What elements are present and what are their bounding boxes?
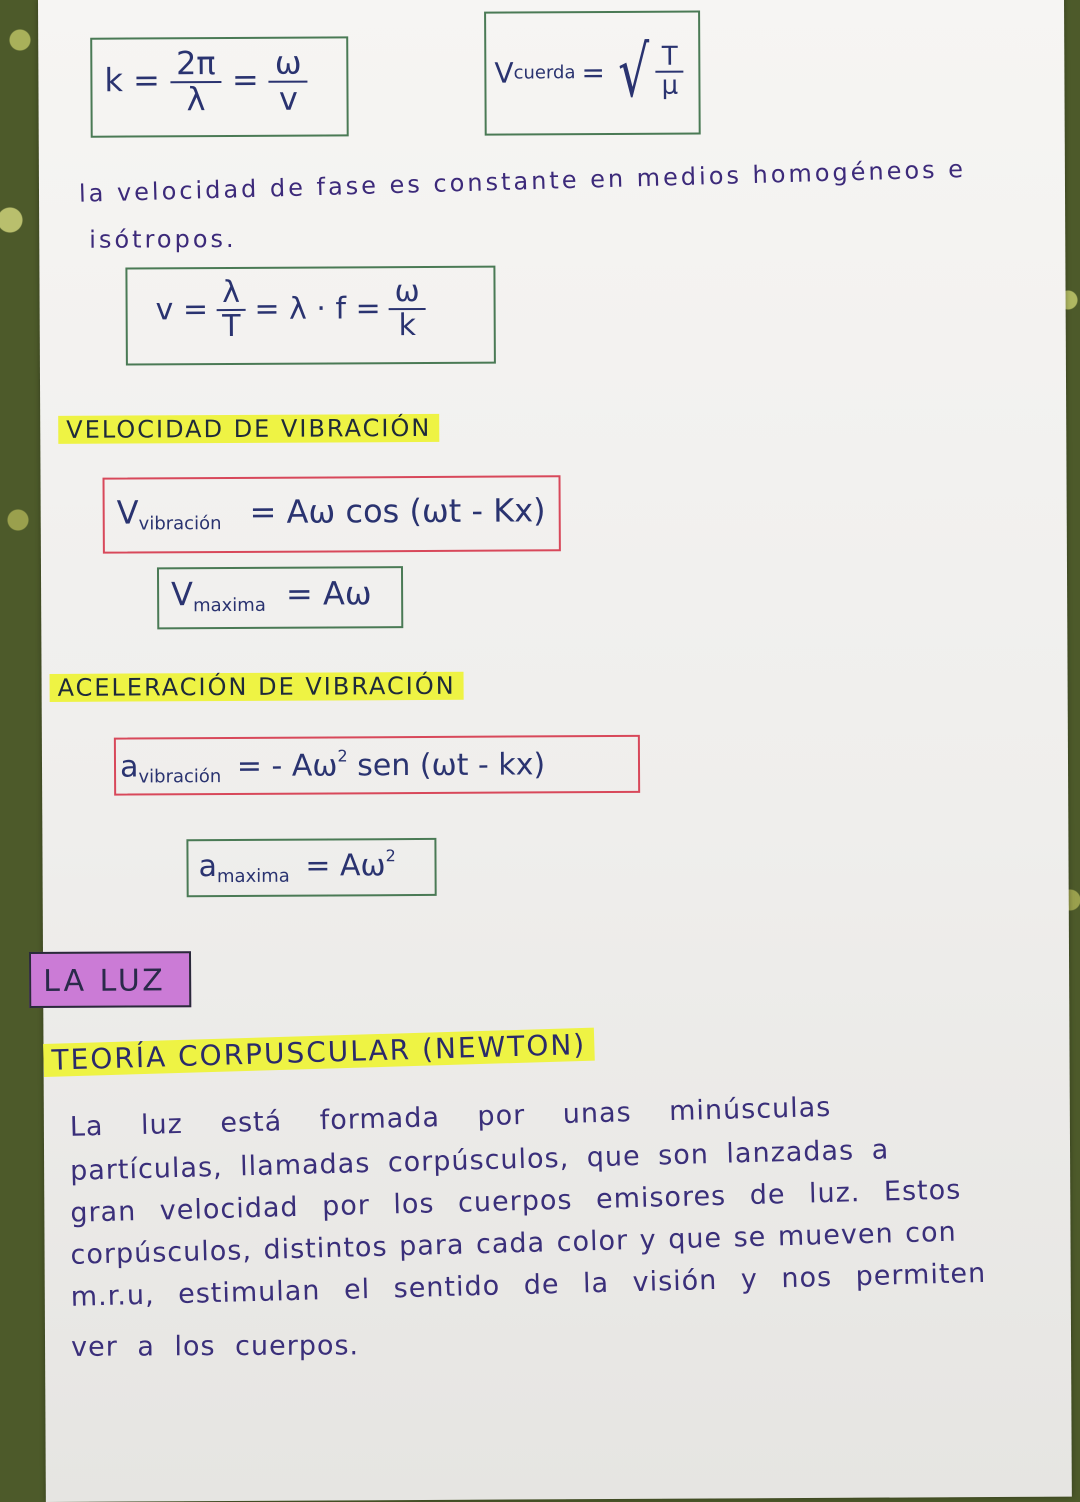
max-acceleration-formula: $a_{maxima} = A\omega^2$ [198, 846, 396, 888]
phase-velocity-note-line1: la velocidad de fase es constante en medios homogéneos e [78, 155, 967, 208]
string-velocity-formula: V cuerda = √ $\frac{T}{\mu}$ [494, 37, 684, 108]
paragraph-line-2: partículas, llamadas corpúsculos, que son lanzadas a [69, 1134, 890, 1187]
paragraph-line-4: corpúsculos, distintos para cada color y que se mueven con [70, 1216, 958, 1271]
phase-velocity-formula: v = $\frac{\lambda}{T}$ = λ · f = $\frac{\omega}{k}$ [155, 276, 426, 342]
paragraph-line-3: gran velocidad por los cuerpos emisores de luz. Estos [69, 1174, 962, 1229]
notebook-page [38, 0, 1072, 1502]
vibration-acceleration-formula: $a_{vibración}$ = - $A\omega^2$ sen (ωt - kx) [119, 746, 546, 788]
vibration-velocity-heading: VELOCIDAD DE VIBRACIÓN [58, 414, 439, 444]
vibration-acceleration-heading: ACELERACIÓN DE VIBRACIÓN [50, 672, 464, 702]
square-root: √ $\frac{T}{\mu}$ [611, 37, 685, 107]
vibration-velocity-formula: $V_{vibración} = A\omega$ cos (ωt - Kx) [116, 491, 546, 535]
paragraph-line-1: La luz está formada por unas minúsculas [69, 1091, 832, 1143]
k-lhs: k = [104, 60, 161, 100]
max-velocity-formula: $V_{maxima} = A\omega$ [171, 574, 372, 617]
phase-velocity-note-line2: isótropos. [89, 224, 237, 254]
omega-over-v: $\frac{\omega}{v}$ [269, 47, 308, 116]
paragraph-line-6: ver a los cuerpos. [70, 1330, 360, 1363]
wavenumber-formula: k = $\frac{2\pi}{\lambda}$ = $\frac{\omega}{v}$ [104, 47, 308, 117]
two-pi-over-lambda: $\frac{2\pi}{\lambda}$ [170, 47, 222, 116]
corpuscular-theory-heading: TEORÍA CORPUSCULAR (NEWTON) [43, 1028, 595, 1077]
light-section-title: LA LUZ [43, 963, 166, 999]
paragraph-line-5: m.r.u, estimulan el sentido de la visión y nos permiten [70, 1257, 987, 1313]
